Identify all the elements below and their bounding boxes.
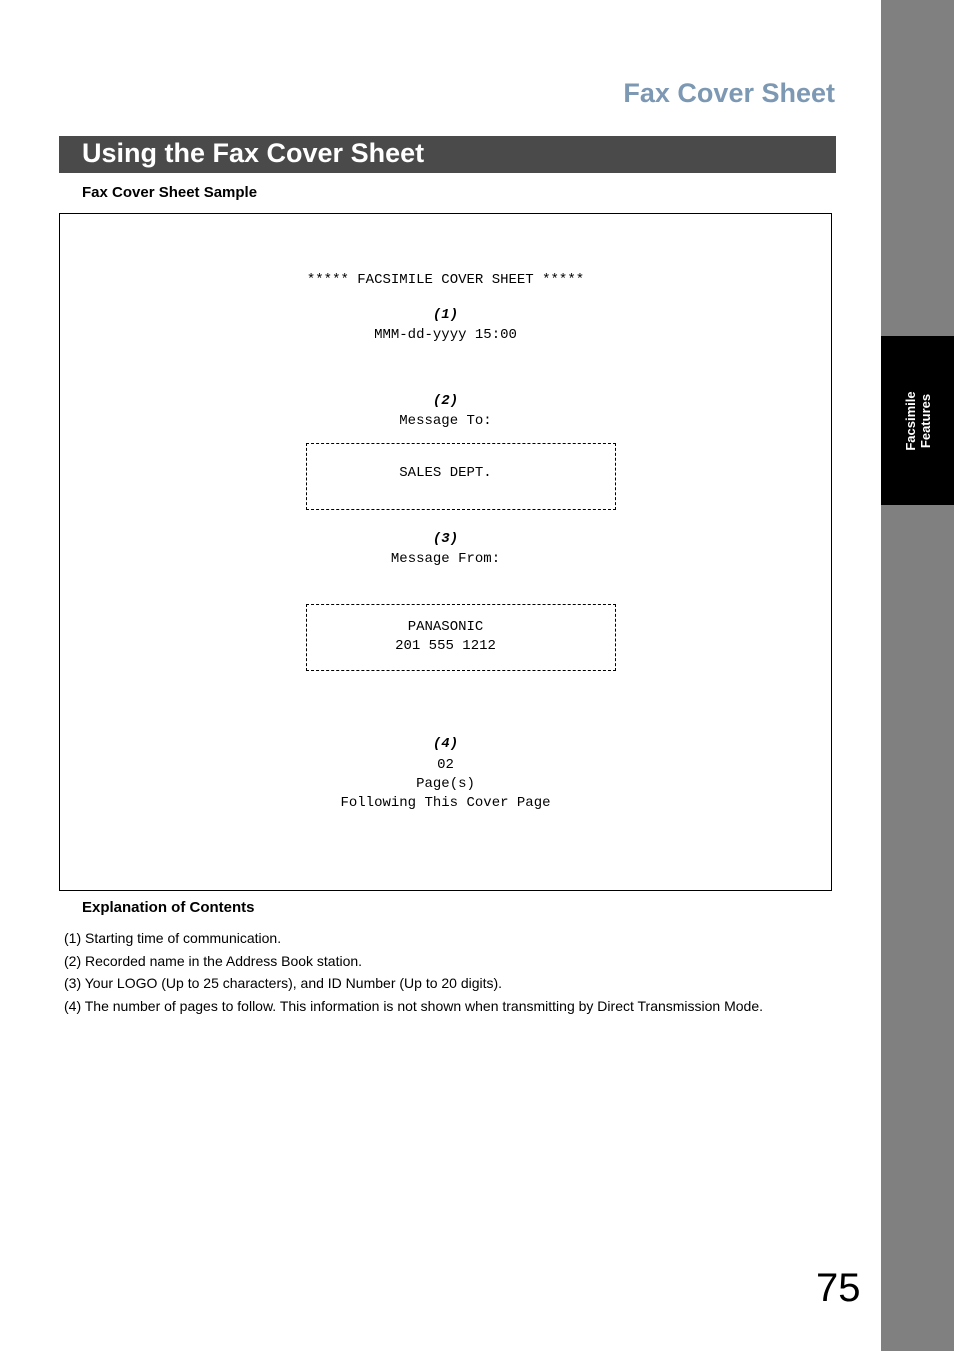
explanation-item-1: (1) Starting time of communication. [64, 930, 282, 946]
chapter-tab-line-2: Features [917, 393, 933, 448]
message-from-name: PANASONIC [407, 619, 484, 635]
sample-heading: Fax Cover Sheet Sample [82, 184, 258, 201]
message-to-name: SALES DEPT. [399, 465, 492, 481]
following-label: Following This Cover Page [340, 795, 551, 811]
page-number: 75 [816, 1266, 861, 1310]
explanation-list [64, 927, 763, 1017]
marker-1: (1) [432, 307, 459, 323]
section-title: Using the Fax Cover Sheet [82, 138, 425, 168]
chapter-tab-line-1: Facsimile [902, 390, 918, 451]
marker-2: (2) [432, 393, 459, 409]
cover-datetime: MMM-dd-yyyy 15:00 [374, 327, 517, 343]
explanation-heading: Explanation of Contents [82, 899, 255, 916]
marker-3: (3) [432, 531, 459, 547]
marker-4: (4) [432, 736, 459, 752]
cover-title-line: ***** FACSIMILE COVER SHEET ***** [306, 272, 585, 288]
page-header-title: Fax Cover Sheet [623, 78, 835, 108]
message-from-number: 201 555 1212 [395, 638, 496, 654]
message-to-label: Message To: [399, 413, 492, 429]
fax-cover-sheet-sample [59, 213, 832, 891]
message-from-label: Message From: [390, 551, 501, 567]
page-count: 02 [437, 757, 454, 773]
explanation-item-3: (3) Your LOGO (Up to 25 characters), and ID Number (Up to 20 digits). [64, 975, 503, 991]
explanation-item-2: (2) Recorded name in the Address Book station. [64, 952, 363, 969]
section-title-bar [59, 136, 836, 173]
chapter-tab-label [903, 391, 933, 450]
pages-label: Page(s) [416, 776, 475, 792]
right-sidebar [881, 0, 954, 1351]
explanation-item-4: (4) The number of pages to follow. This information is not shown when transmitting by Direct Transmission Mode. [64, 997, 764, 1014]
chapter-tab-facsimile-features[interactable] [881, 336, 954, 505]
